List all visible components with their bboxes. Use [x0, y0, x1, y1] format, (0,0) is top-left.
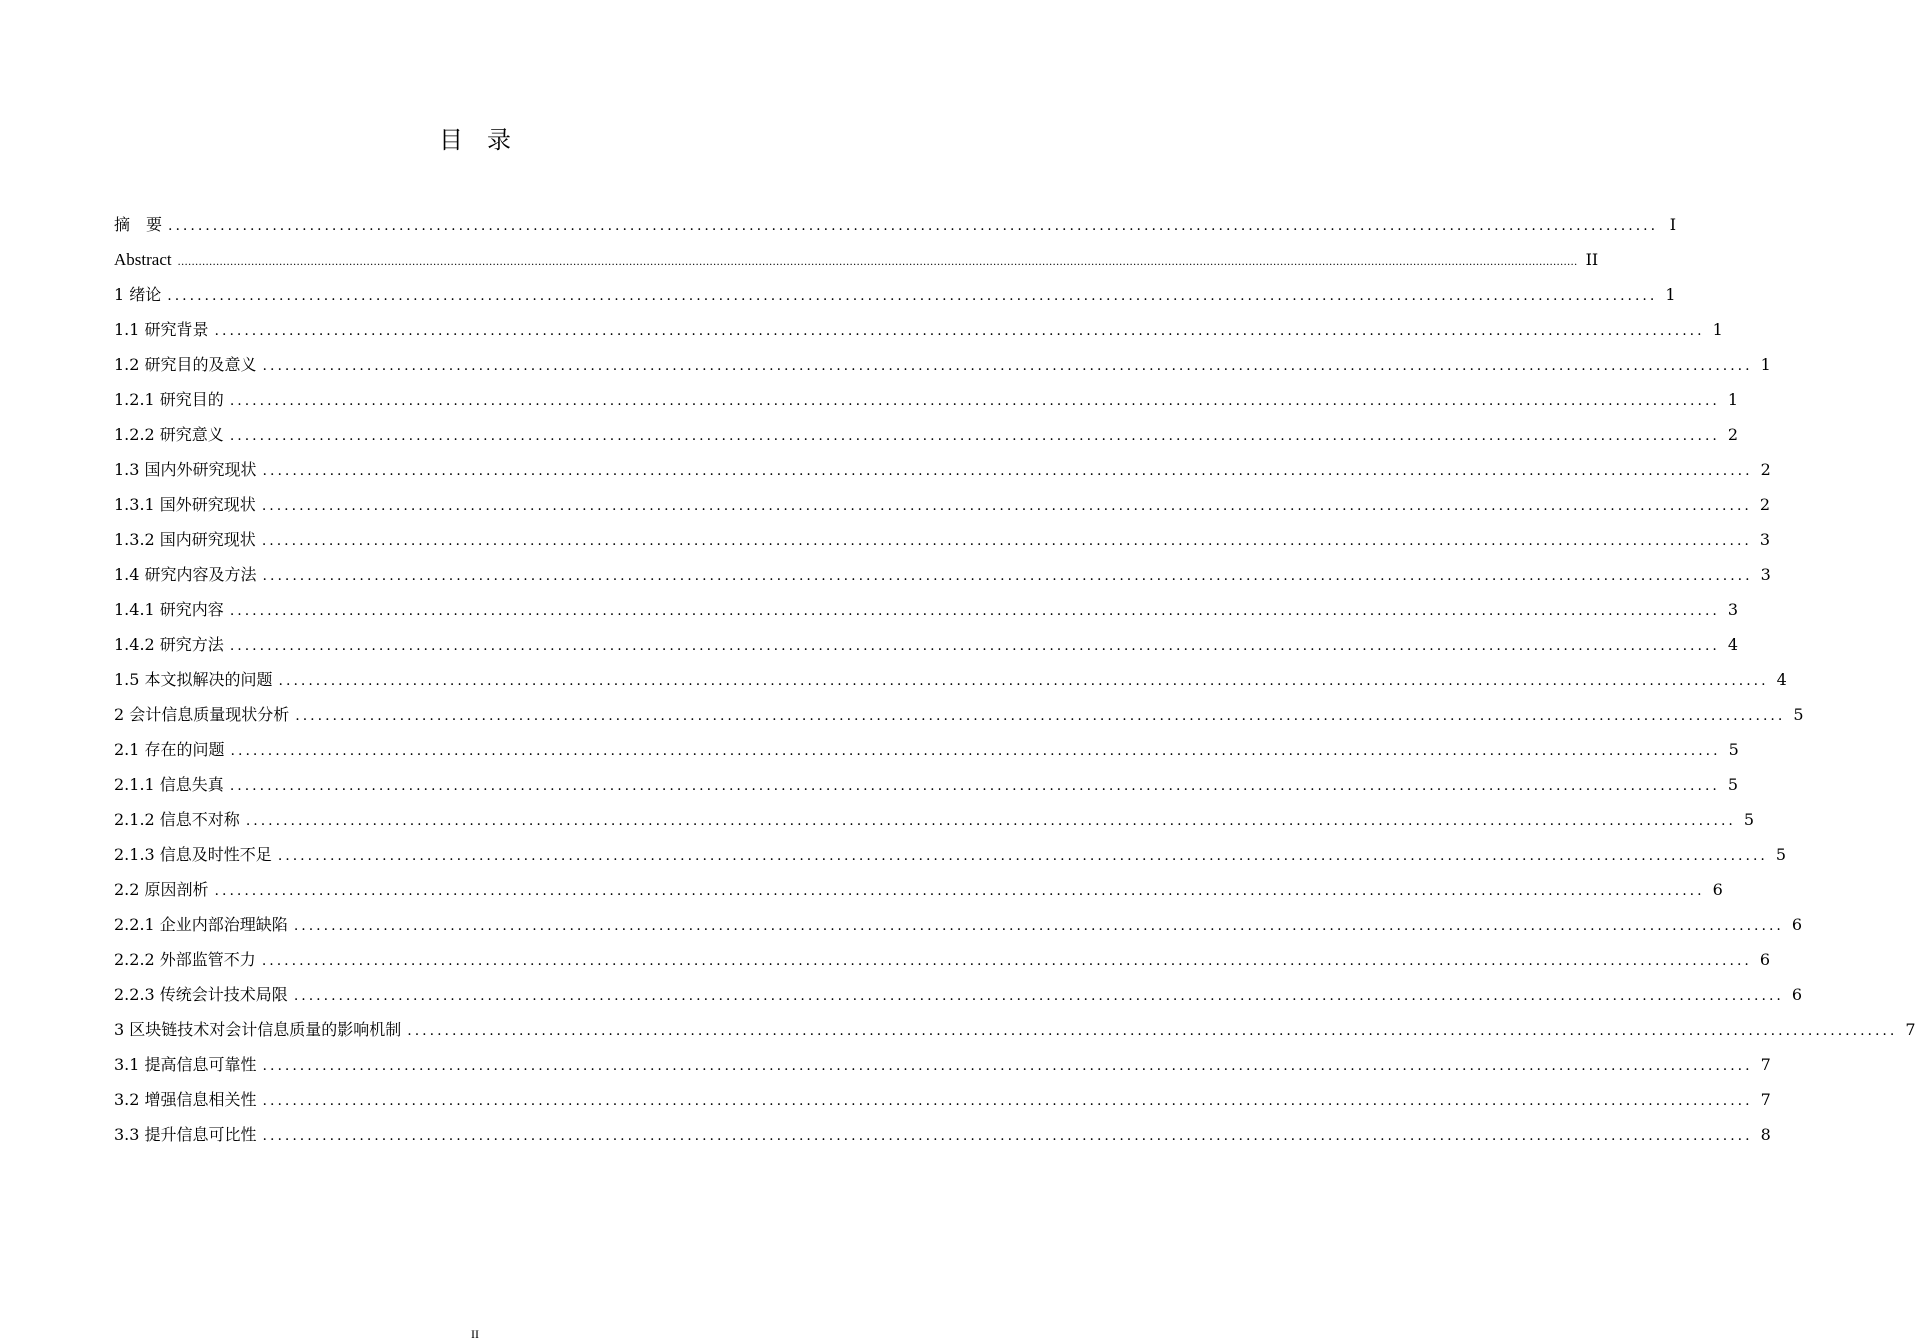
page-number: II	[471, 1327, 479, 1341]
leader-dots: ........................................................................................................................................................................................................	[262, 358, 1753, 374]
toc-entry-label: 3.1 提高信息可靠性	[114, 1055, 257, 1074]
toc-entry-page: 6	[1791, 985, 1803, 1004]
toc-entry[interactable]	[114, 1012, 1916, 1047]
toc-entry[interactable]	[114, 627, 1739, 662]
toc-entry-page: 7	[1760, 1090, 1771, 1109]
leader-dots: ........................................................................................................................................................................................................	[214, 883, 1705, 899]
toc-entry-page: 1	[1665, 285, 1676, 304]
toc-entry[interactable]	[114, 277, 1676, 312]
leader-dots: ........................................................................................................................................................................................................	[261, 533, 1752, 549]
toc-entry-label: 3 区块链技术对会计信息质量的影响机制	[114, 1020, 402, 1039]
toc-entry-label: 1.2 研究目的及意义	[114, 355, 257, 374]
toc-entry[interactable]	[114, 382, 1739, 417]
toc-entry[interactable]	[114, 977, 1803, 1012]
toc-entry-page: 3	[1760, 565, 1771, 584]
toc-entry-page: II	[1585, 250, 1599, 269]
toc-title: 目 录	[439, 126, 511, 154]
leader-dots: ........................................................................................................................................................................................................	[407, 1023, 1898, 1039]
toc-entry-label: 1.2.1 研究目的	[114, 390, 224, 409]
toc-entry[interactable]	[114, 662, 1787, 697]
toc-entry-label: 摘 要	[114, 215, 163, 234]
toc-entry-page: 1	[1727, 390, 1739, 409]
leader-dots: ........................................................................................................................................................................................................	[229, 778, 1720, 794]
toc-entry-page: 4	[1776, 670, 1787, 689]
toc-entry-page: 3	[1759, 530, 1771, 549]
toc-entry[interactable]	[114, 1117, 1771, 1152]
toc-entry[interactable]	[114, 592, 1739, 627]
toc-entry[interactable]	[114, 1082, 1771, 1117]
toc-entry-page: 7	[1905, 1020, 1916, 1039]
toc-entry-page: 6	[1759, 950, 1771, 969]
leader-dots: ........................................................................................................................................................................................................	[262, 1093, 1753, 1109]
toc-entry-page: 5	[1775, 845, 1787, 864]
leader-dots: ........................................................................................................................................................................................................	[262, 463, 1753, 479]
leader-dots: ........................................................................................................................................................................................................	[295, 708, 1786, 724]
leader-dots: ........................................................................................................................................................................................................	[229, 638, 1720, 654]
toc-entry[interactable]	[114, 942, 1771, 977]
toc-entry-page: 8	[1760, 1125, 1771, 1144]
toc-entry-page: 5	[1728, 740, 1739, 759]
toc-entry[interactable]	[114, 767, 1739, 802]
toc-entry-label: 1.5 本文拟解决的问题	[114, 670, 273, 689]
toc-entry-page: 1	[1712, 320, 1723, 339]
toc-entry-page: 6	[1791, 915, 1803, 934]
toc-entry-label: 1.2.2 研究意义	[114, 425, 224, 444]
toc-entry[interactable]	[114, 557, 1771, 592]
toc-entry-page: 1	[1760, 355, 1771, 374]
toc-entry-label: 2.2.3 传统会计技术局限	[114, 985, 288, 1004]
toc-entry-page: 7	[1760, 1055, 1771, 1074]
toc-entry[interactable]	[114, 207, 1677, 242]
toc-entry-label: 1.4 研究内容及方法	[114, 565, 257, 584]
leader-dots: ........................................................................................................................................................................................................	[262, 1058, 1753, 1074]
toc-entry-label: 2.1 存在的问题	[114, 740, 225, 759]
leader-dots: ........................................................................................................................................................................................................	[293, 918, 1784, 934]
leader-dots: ........................................................................................................................................................................................................	[278, 673, 1769, 689]
toc-entry-page: 5	[1743, 810, 1755, 829]
leader-dots: ........................................................................................................................................................................................................	[261, 498, 1752, 514]
toc-entry-label: 3.2 增强信息相关性	[114, 1090, 257, 1109]
toc-entry-label: 2.1.3 信息及时性不足	[114, 845, 272, 864]
toc-entry-label: 1.1 研究背景	[114, 320, 209, 339]
leader-dots: ........................................................................................................................................................................................................	[230, 743, 1721, 759]
toc-entry-page: 6	[1712, 880, 1723, 899]
leader-dots: ................................................................................................................................................................................................................................................................................................................................................................................................................	[177, 254, 1578, 268]
leader-dots: ........................................................................................................................................................................................................	[229, 393, 1720, 409]
toc-entry-label: 2.2.1 企业内部治理缺陷	[114, 915, 288, 934]
toc-entry[interactable]	[114, 697, 1804, 732]
leader-dots: ........................................................................................................................................................................................................	[277, 848, 1768, 864]
leader-dots: ........................................................................................................................................................................................................	[262, 568, 1753, 584]
toc-entry-label: 2.1.2 信息不对称	[114, 810, 240, 829]
toc-entry-page: 5	[1727, 775, 1739, 794]
toc-entry-page: 4	[1727, 635, 1739, 654]
toc-entry[interactable]	[114, 802, 1755, 837]
toc-entry-label: 2 会计信息质量现状分析	[114, 705, 290, 724]
toc-entry[interactable]	[114, 417, 1739, 452]
toc-entry[interactable]	[114, 347, 1771, 382]
toc-entry-label: 3.3 提升信息可比性	[114, 1125, 257, 1144]
toc-entry-label: 2.2 原因剖析	[114, 880, 209, 899]
leader-dots: ........................................................................................................................................................................................................	[168, 218, 1659, 234]
toc-entry[interactable]	[114, 312, 1723, 347]
toc-entry-page: 3	[1727, 600, 1739, 619]
toc-entry[interactable]	[114, 487, 1771, 522]
leader-dots: ........................................................................................................................................................................................................	[229, 428, 1720, 444]
leader-dots: ........................................................................................................................................................................................................	[293, 988, 1784, 1004]
toc-entry[interactable]	[114, 732, 1739, 767]
toc-entry-page: 2	[1727, 425, 1739, 444]
leader-dots: ........................................................................................................................................................................................................	[214, 323, 1705, 339]
toc-entry-page: I	[1669, 215, 1677, 234]
leader-dots: ........................................................................................................................................................................................................	[229, 603, 1720, 619]
toc-entry[interactable]	[114, 907, 1803, 942]
leader-dots: ........................................................................................................................................................................................................	[167, 288, 1658, 304]
toc-entry-label: 1.3.1 国外研究现状	[114, 495, 256, 514]
leader-dots: ........................................................................................................................................................................................................	[262, 1128, 1753, 1144]
toc-entry-label: 1.4.1 研究内容	[114, 600, 224, 619]
toc-entry[interactable]	[114, 872, 1723, 907]
toc-entry-label: 1.4.2 研究方法	[114, 635, 224, 654]
toc-entry-label: 2.2.2 外部监管不力	[114, 950, 256, 969]
toc-entry-page: 5	[1793, 705, 1804, 724]
table-of-contents	[114, 207, 1916, 1152]
toc-entry-page: 2	[1760, 460, 1771, 479]
toc-entry[interactable]	[114, 452, 1771, 487]
toc-entry-label: 2.1.1 信息失真	[114, 775, 224, 794]
toc-entry[interactable]	[114, 522, 1771, 557]
toc-entry-label: 1.3 国内外研究现状	[114, 460, 257, 479]
toc-entry[interactable]	[114, 242, 1599, 277]
toc-entry-page: 2	[1759, 495, 1771, 514]
toc-entry-label: Abstract	[114, 250, 172, 269]
toc-entry-label: 1.3.2 国内研究现状	[114, 530, 256, 549]
leader-dots: ........................................................................................................................................................................................................	[245, 813, 1736, 829]
toc-entry-label: 1 绪论	[114, 285, 162, 304]
toc-entry[interactable]	[114, 1047, 1771, 1082]
toc-entry[interactable]	[114, 837, 1787, 872]
leader-dots: ........................................................................................................................................................................................................	[261, 953, 1752, 969]
